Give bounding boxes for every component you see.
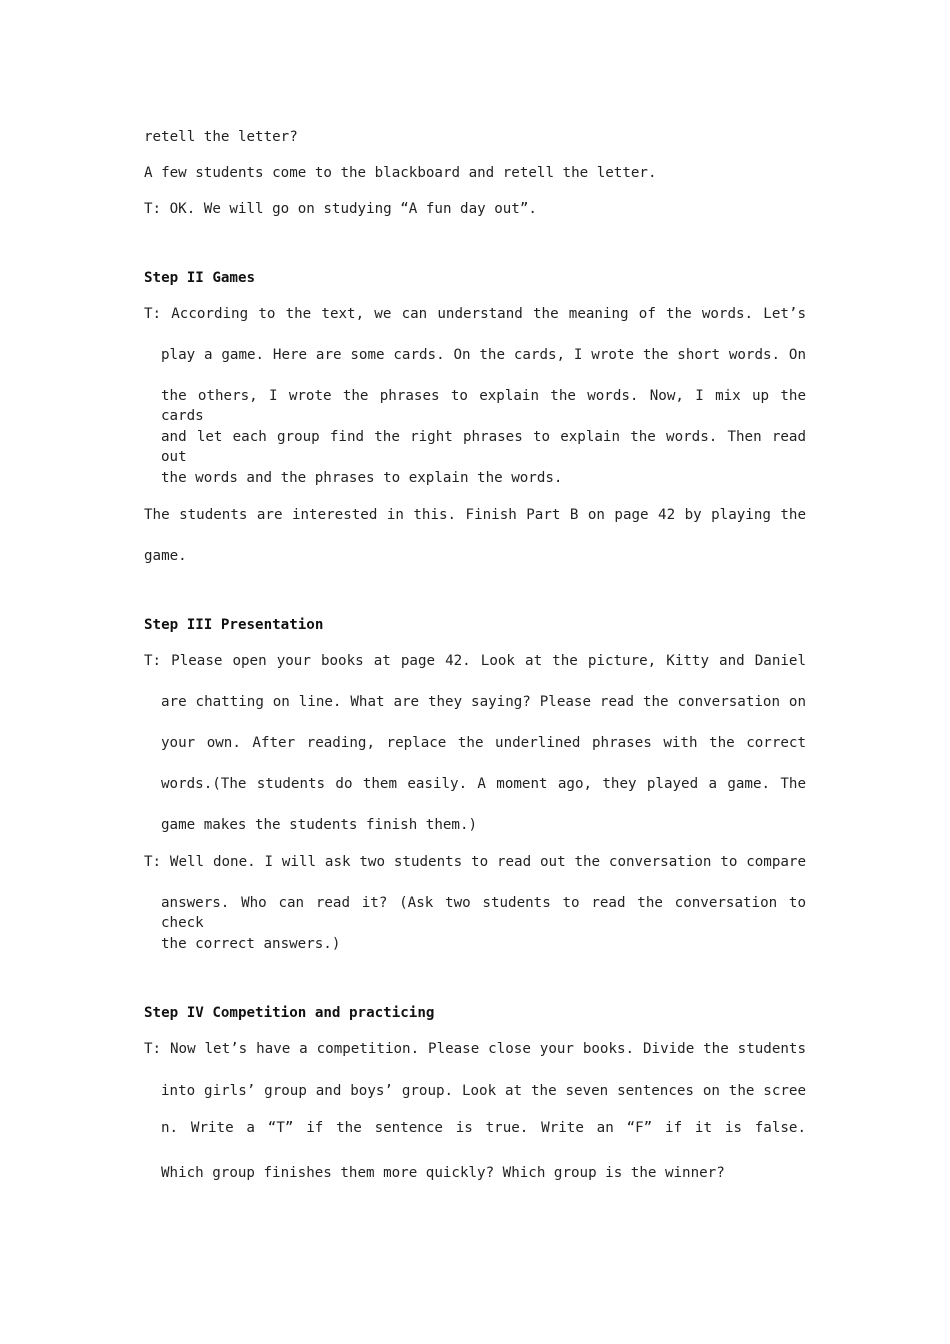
step2-p1-line-5: the words and the phrases to explain the words. [161,470,563,486]
step3-p1-line-2: are chatting on line. What are they saying? Please read the conversation on [161,694,806,710]
step2-heading: Step II Games [144,270,256,286]
step4-heading: Step IV Competition and practicing [144,1005,435,1021]
step3-p2-line-3: the correct answers.) [161,936,341,952]
step3-p2-line-2: answers. Who can read it? (Ask two students to read the conversation to check [161,895,806,931]
step4-p1-line-3: n. Write a “T” if the sentence is true. Write an “F” if it is false. [161,1120,806,1136]
step3-heading: Step III Presentation [144,617,324,633]
intro-line-2: A few students come to the blackboard and retell the letter. [144,165,657,181]
step3-p1-line-1: T: Please open your books at page 42. Look at the picture, Kitty and Daniel [144,653,806,669]
step2-p2-line-1: The students are interested in this. Finish Part B on page 42 by playing the [144,507,806,523]
step2-p2-line-2: game. [144,548,187,564]
step4-p1-line-2: into girls’ group and boys’ group. Look at the seven sentences on the scree [161,1083,806,1099]
step3-p1-line-5: game makes the students finish them.) [161,817,478,833]
step2-p1-line-2: play a game. Here are some cards. On the cards, I wrote the short words. On [161,347,806,363]
step2-p1-line-3: the others, I wrote the phrases to explain the words. Now, I mix up the cards [161,388,806,424]
intro-line-3: T: OK. We will go on studying “A fun day out”. [144,201,537,217]
step3-p2-line-1: T: Well done. I will ask two students to read out the conversation to compare [144,854,806,870]
step4-p1-line-4: Which group finishes them more quickly? Which group is the winner? [161,1165,725,1181]
step2-p1-line-4: and let each group find the right phrases to explain the words. Then read out [161,429,806,465]
step2-p1-line-1: T: According to the text, we can understand the meaning of the words. Let’s [144,306,806,322]
intro-line-1: retell the letter? [144,129,298,145]
step4-p1-line-1: T: Now let’s have a competition. Please close your books. Divide the students [144,1041,806,1057]
step3-p1-line-3: your own. After reading, replace the underlined phrases with the correct [161,735,806,751]
step3-p1-line-4: words.(The students do them easily. A moment ago, they played a game. The [161,776,806,792]
